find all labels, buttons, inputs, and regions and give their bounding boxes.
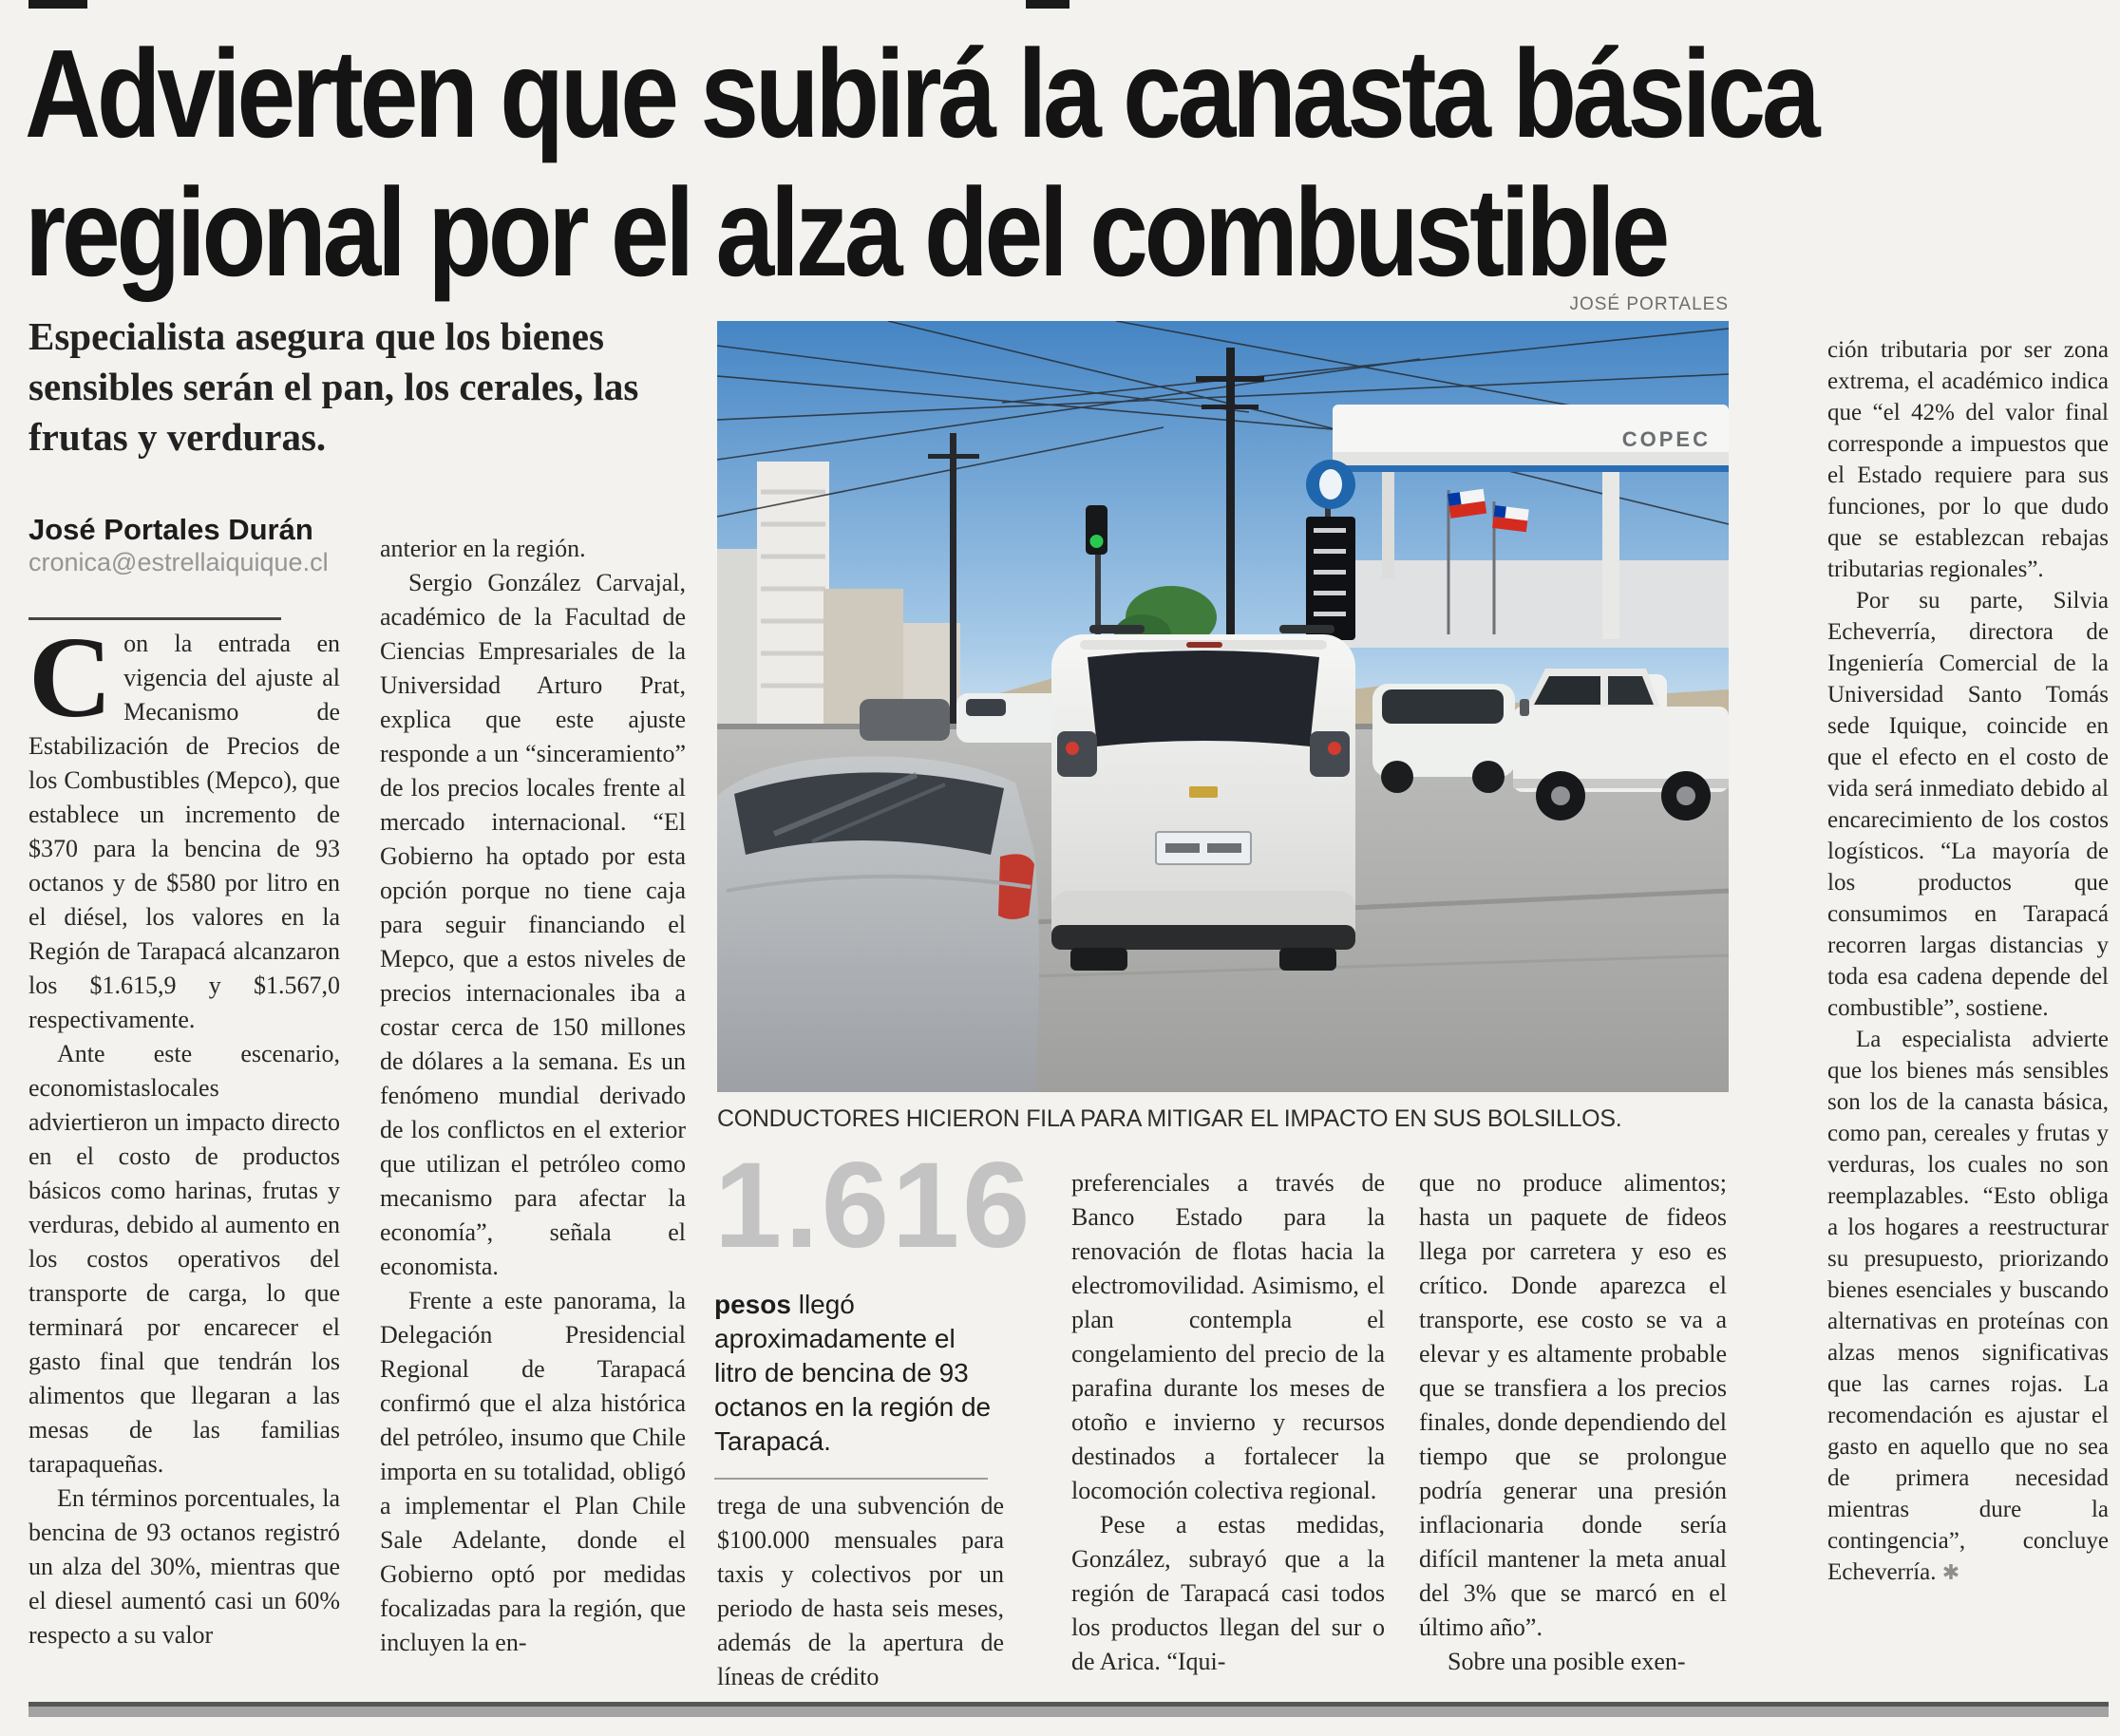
paragraph: Ante este escenario, economistaslocales adviertieron un impacto directo en el costo de productos básicos como harinas, frutas y verduras, debido al aumento en los costos operativos del transporte de carga, lo que terminará por encarecer el gasto final que tendrán los alimentos que llegaran a las mesas de las familias tarapaqueñas. (28, 1040, 340, 1478)
paragraph: Sobre una posible exen- (1448, 1648, 1686, 1675)
highlight-divider (714, 1478, 988, 1480)
article-column-2 (380, 532, 686, 1689)
byline-email: cronica@estrellaiquique.cl (28, 548, 329, 576)
page-crop-mark (1026, 0, 1069, 9)
rear-window (1088, 651, 1319, 746)
article-end-icon: ✱ (1941, 1561, 1960, 1585)
paragraph: ción tributaria por ser zona extrema, el académico indica que “el 42% del valor final corresponde a impuestos que el Estado requiere para sus funciones, por lo que dudo que se establezcan rebajas tributarias regionales”. (1827, 337, 2109, 582)
headline (25, 25, 2120, 302)
article-column-6 (1827, 334, 2109, 1692)
chevrolet-badge (1189, 786, 1218, 798)
byline-author: José Portales Durán (28, 513, 313, 546)
photo-credit: JOSÉ PORTALES (1569, 294, 1729, 314)
paragraph: preferenciales a través de Banco Estado para la renovación de flotas hacia la electromovilidad. Asimismo, el plan contempla el congelamiento del precio de la parafina durante los meses de otoño e invierno y recursos destinados a fortalecer la locomoción colectiva regional. (1071, 1169, 1385, 1504)
paragraph (1827, 1024, 2109, 1589)
highlight-number: 1.616 (714, 1138, 1033, 1274)
paragraph: Frente a este panorama, la Delegación Presidencial Regional de Tarapacá confirmó que el alza histórica del petróleo, insumo que Chile importa en su totalidad, obligó a implementar el Plan Chile Sale Adelante, donde el Gobierno optó por medidas focalizadas para la región, que incluyen la en- (380, 1287, 686, 1656)
news-photo (717, 321, 1729, 1092)
white-compact-suv (1372, 684, 1515, 793)
white-suv (1051, 625, 1355, 971)
paragraph: que no produce alimentos; hasta un paquete de fideos llega por carretera y eso es crítico. Donde aparezca el transporte, ese costo se va a elevar y es altamente probable que se transfiera a los precios finales, donde dependiendo del tiempo que se prolongue podría generar una presión inflacionaria donde sería difícil mantener la meta anual del 3% que se marcó en el último año”. (1419, 1169, 1727, 1641)
paragraph-text: La especialista advierte que los bienes más sensibles son los de la canasta básica, como pan, cereales y frutas y verduras, los cuales no son reemplazables. “Esto obliga a los hogares a reestructurar su presupuesto, priorizando bienes esenciales y buscando alternativas en proteínas con alzas menos significativas que las carnes rojas. La recomendación es ajustar el gasto en aquello que no sea de primera necesidad mientras dure la contingencia”, concluye Echeverría. (1827, 1027, 2109, 1585)
street-scene-illustration (717, 321, 1729, 1092)
article-column-4 (1071, 1166, 1385, 1692)
paragraph: Sergio González Carvajal, académico de la Facultad de Ciencias Empresariales de la Universidad Arturo Prat, explica que este ajuste responde a un “sinceramiento” de los precios locales frente al mercado internacional. “El Gobierno ha optado por esta opción porque no tiene caja para seguir financiando el Mepco, que a estos niveles de precios internacionales iba a costar cerca de 150 millones de dólares a la semana. Es un fenómeno mundial derivado de los conflictos en el exterior que utilizan el petróleo como mecanismo para afectar la economía”, señala el economista. (380, 569, 686, 1280)
highlight-figure-block (714, 1138, 1033, 1480)
drop-cap: C (28, 627, 113, 742)
byline-divider (28, 617, 281, 620)
article-column-3 (717, 1489, 1004, 1690)
headline-line2: regional por el alza del combustible (25, 162, 1667, 302)
green-light (1090, 535, 1104, 548)
photo-caption: CONDUCTORES HICIERON FILA PARA MITIGAR EL IMPACTO EN SUS BOLSILLOS. (717, 1105, 1622, 1132)
section-divider-bar (28, 1702, 2109, 1717)
highlight-lead-rest: llegó aproximadamente el litro de bencina de 93 octanos en la región de Tarapacá. (714, 1290, 992, 1456)
highlight-text (714, 1288, 999, 1459)
paragraph: En términos porcentuales, la bencina de 93 octanos registró un alza del 30%, mientras que el diesel aumentó casi un 60% respecto a su valor (28, 1484, 340, 1649)
paragraph (28, 627, 340, 1037)
brake-light (1186, 642, 1222, 648)
paragraph: trega de una subvención de $100.000 mensuales para taxis y colectivos por un periodo de hasta seis meses, además de la apertura de líneas de crédito (717, 1492, 1004, 1690)
article-column-1 (28, 627, 340, 1689)
fuel-price-board (1306, 517, 1355, 640)
subhead: Especialista asegura que los bienes sensibles serán el pan, los cerales, las frutas y verduras. (28, 314, 639, 459)
paragraph-text: on la entrada en vigencia del ajuste al Mecanismo de Estabilización de Precios de los Combustibles (Mepco), que establece un incremento de $370 para la bencina de 93 octanos y de $580 por litro en el diésel, los valores en la Región de Tarapacá alcanzaron los $1.615,9 y $1.567,0 respectivamente. (28, 630, 340, 1033)
page-crop-mark (28, 0, 87, 9)
gray-hatchback (717, 756, 1039, 1092)
paragraph: anterior en la región. (380, 535, 586, 562)
highlight-lead-word: pesos (714, 1290, 791, 1319)
headline-line1: Advierten que subirá la canasta básica (25, 24, 1817, 163)
copec-sign-text: COPEC (1621, 427, 1711, 451)
paragraph: Por su parte, Silvia Echeverría, directora de Ingeniería Comercial de la Universidad Santo Tomás sede Iquique, coincide en que el efecto en el costo de vida será inmediato debido al encarecimiento de los costos logísticos. “La mayoría de los productos que consumimos en Tarapacá recorren largas distancias y toda esa cadena depende del combustible”, sostiene. (1827, 588, 2109, 1021)
article-column-5 (1419, 1166, 1727, 1692)
paragraph: Pese a estas medidas, González, subrayó que a la región de Tarapacá casi todos los productos llegan del sur o de Arica. “Iqui- (1071, 1511, 1385, 1675)
byline (28, 513, 329, 577)
